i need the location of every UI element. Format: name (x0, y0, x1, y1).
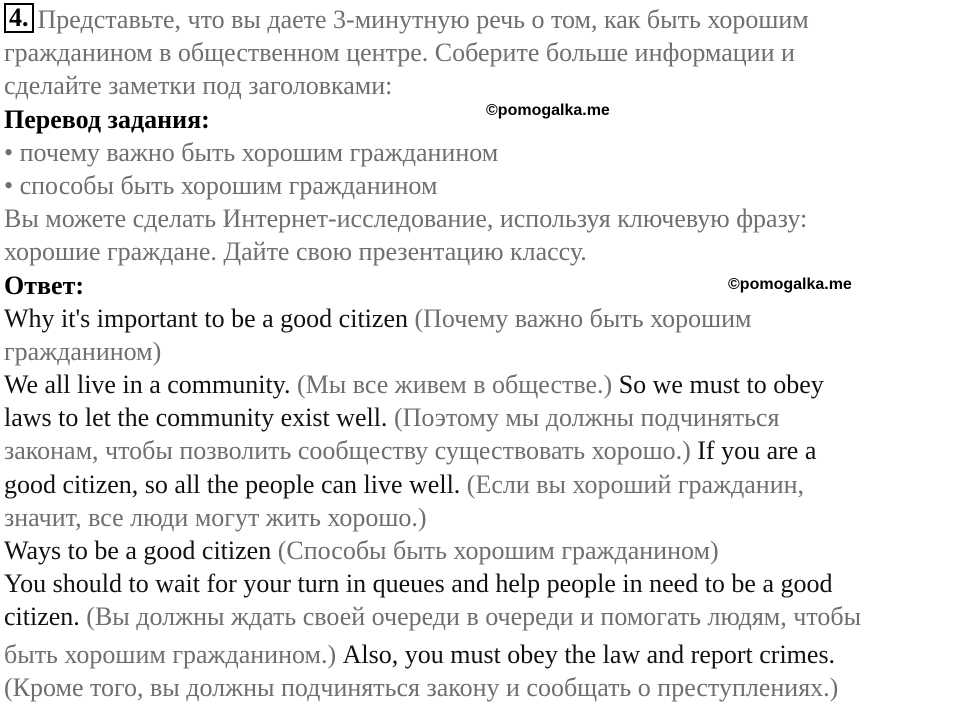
answer-russian: (Если вы хороший гражданин, (460, 469, 805, 499)
answer-english: We all live in a community. (4, 370, 291, 400)
answer-line-6 (4, 468, 954, 501)
task-line-3: сделайте заметки под заголовками: (4, 71, 393, 101)
watermark-middle: ©pomogalka.me (728, 276, 852, 293)
answer-line-8 (4, 534, 954, 567)
answer-russian: (Способы быть хорошим гражданином) (271, 536, 719, 565)
answer-line-11 (4, 638, 954, 671)
answer-english: Also, you must obey the law and report crimes. (336, 639, 836, 669)
translation-line-1: Вы можете сделать Интернет-исследование, используя ключевую фразу: (4, 204, 808, 234)
answer-russian: (Поэтому мы должны подчиняться (387, 403, 780, 433)
answer-english: Ways to be a good citizen (4, 536, 272, 565)
answer-english: So we must to obey (612, 370, 824, 400)
answer-russian: (Почему важно быть хорошим (407, 303, 752, 333)
task-line-2: гражданином в общественном центре. Соберите больше информации и (4, 38, 795, 68)
answer-line-4 (4, 401, 954, 434)
answer-line-1 (4, 302, 954, 335)
document-page (4, 3, 954, 704)
answer-english: citizen. (4, 602, 80, 632)
answer-line-7: значит, все люди могут жить хорошо.) (4, 502, 427, 532)
answer-line-3 (4, 368, 954, 401)
answer-line-5 (4, 434, 954, 467)
translation-bullet-2: • способы быть хорошим гражданином (4, 170, 438, 200)
translation-heading: Перевод задания: (4, 104, 210, 134)
translation-line-2: хорошие граждане. Дайте свою презентацию классу. (4, 237, 587, 267)
answer-english: Why it's important to be a good citizen (4, 303, 408, 333)
answer-heading: Ответ: (4, 270, 85, 300)
answer-russian: быть хорошим гражданином.) (4, 639, 337, 669)
task-line-1 (4, 3, 954, 36)
answer-russian: законам, чтобы позволить сообществу существовать хорошо.) (4, 436, 691, 466)
task-text: Представьте, что вы даете 3-минутную речь о том, как быть хорошим (37, 5, 809, 34)
watermark-top: ©pomogalka.me (486, 102, 610, 119)
answer-russian: (Вы должны ждать своей очереди в очереди и помогать людям, чтобы (79, 602, 862, 632)
answer-line-9: You should to wait for your turn in queues and help people in need to be a good (4, 569, 833, 599)
translation-bullet-1: • почему важно быть хорошим гражданином (4, 137, 499, 167)
answer-line-10 (4, 600, 954, 633)
answer-line-2: гражданином) (4, 336, 162, 366)
answer-english: If you are a (690, 436, 817, 466)
answer-russian: (Мы все живем в обществе.) (290, 370, 613, 400)
answer-english: laws to let the community exist well. (4, 403, 388, 433)
answer-line-12: (Кроме того, вы должны подчиняться закону и сообщать о преступлениях.) (4, 672, 839, 702)
answer-english: good citizen, so all the people can live well. (4, 469, 461, 499)
task-number: 4. (4, 3, 34, 33)
